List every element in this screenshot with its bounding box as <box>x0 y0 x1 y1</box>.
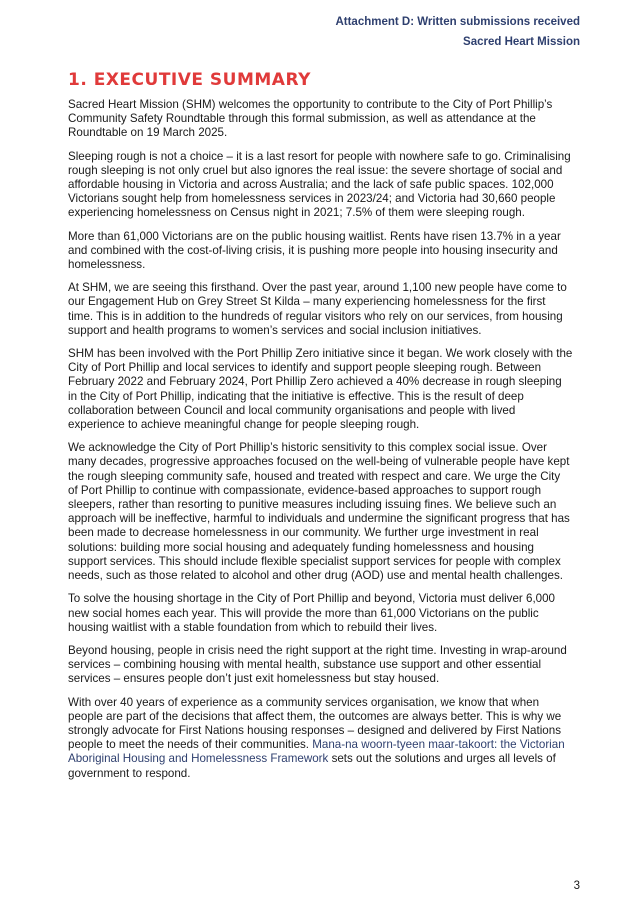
paragraph: At SHM, we are seeing this firsthand. Over the past year, around 1,100 new people have come to our Engagement Hub on Grey Street St Kilda – many experiencing homelessness for the first time. This is in addition to the hundreds of regular visitors who rely on our services, from housing support and health programs to women’s services and social inclusion initiatives. <box>68 281 567 337</box>
paragraph: Sacred Heart Mission (SHM) welcomes the opportunity to contribute to the City of Port Phillip’s Community Safety Roundtable through this formal submission, as well as attendance at the Roundtable on 19 March 2025. <box>68 98 553 140</box>
paragraph: Sleeping rough is not a choice – it is a last resort for people with nowhere safe to go. Criminalising rough sleeping is not only cruel but also ignores the real issue: the severe shortage of social and affordable housing in Victoria and across Australia; and the lack of safe public spaces. 102,000 Victorians sought help from homelessness services in 2023/24; and Victoria had 30,660 people experiencing homelessness on Census night in 2021; 7.5% of them were sleeping rough. <box>68 149 571 220</box>
document-body <box>68 98 573 790</box>
page-number: 3 <box>573 880 580 892</box>
paragraph-with-link <box>68 696 573 781</box>
paragraph: SHM has been involved with the Port Phillip Zero initiative since it began. We work closely with the City of Port Phillip and local services to identify and support people sleeping rough. Between February 2022 and February 2024, Port Phillip Zero achieved a 40% decrease in rough sleeping in the City of Port Phillip, indicating that the initiative is effective. This is the result of deep collaboration between Council and local community organisations and people with lived experience to achieve meaningful change for people sleeping rough. <box>68 347 573 432</box>
framework-link[interactable]: Mana-na woorn-tyeen maar-takoort: the Victorian Aboriginal Housing and Homelessness Framework <box>68 738 565 766</box>
section-title: 1. EXECUTIVE SUMMARY <box>68 70 311 90</box>
paragraph: More than 61,000 Victorians are on the public housing waitlist. Rents have risen 13.7% in a year and combined with the cost-of-living crisis, it is pushing more people into housing insecurity and homelessness. <box>68 229 561 272</box>
paragraph: To solve the housing shortage in the City of Port Phillip and beyond, Victoria must deliver 6,000 new social homes each year. This will provide the more than 61,000 Victorians on the public housing waitlist with a stable foundation from which to rebuild their lives. <box>68 592 556 634</box>
attachment-label: Attachment D: Written submissions received <box>335 16 580 28</box>
page-header <box>335 12 580 52</box>
paragraph-text: With over 40 years of experience as a community services organisation, we know that when people are part of the decisions that affect them, the outcomes are always better. This is why we strongly advocate for First Nations housing responses – designed and delivered by First Nations people to meet the needs of their communities. <box>68 695 562 752</box>
paragraph: Beyond housing, people in crisis need the right support at the right time. Investing in wrap-around services – combining housing with mental health, substance use support and other essential services – ensures people don’t just exit homelessness but stay housed. <box>68 643 567 686</box>
paragraph-tail: sets out the solutions and urges all levels of government to respond. <box>68 752 556 780</box>
paragraph: We acknowledge the City of Port Phillip’s historic sensitivity to this complex social issue. Over many decades, progressive approaches focused on the well-being of vulnerable people have kept the rough sleeping community safe, housed and treated with respect and care. We urge the City of Port Phillip to continue with compassionate, evidence-based approaches to support rough sleepers, rather than resorting to punitive measures including issuing fines. We believe such an approach will be ineffective, harmful to individuals and undermine the significant progress that has been made to decrease homelessness in our community. We further urge investment in real solutions: building more social housing and adequately funding homelessness and housing support services. This should include flexible specialist support services for people with complex needs, such as those related to alcohol and other drug (AOD) use and mental health challenges. <box>68 441 570 583</box>
organisation-label: Sacred Heart Mission <box>463 36 580 48</box>
